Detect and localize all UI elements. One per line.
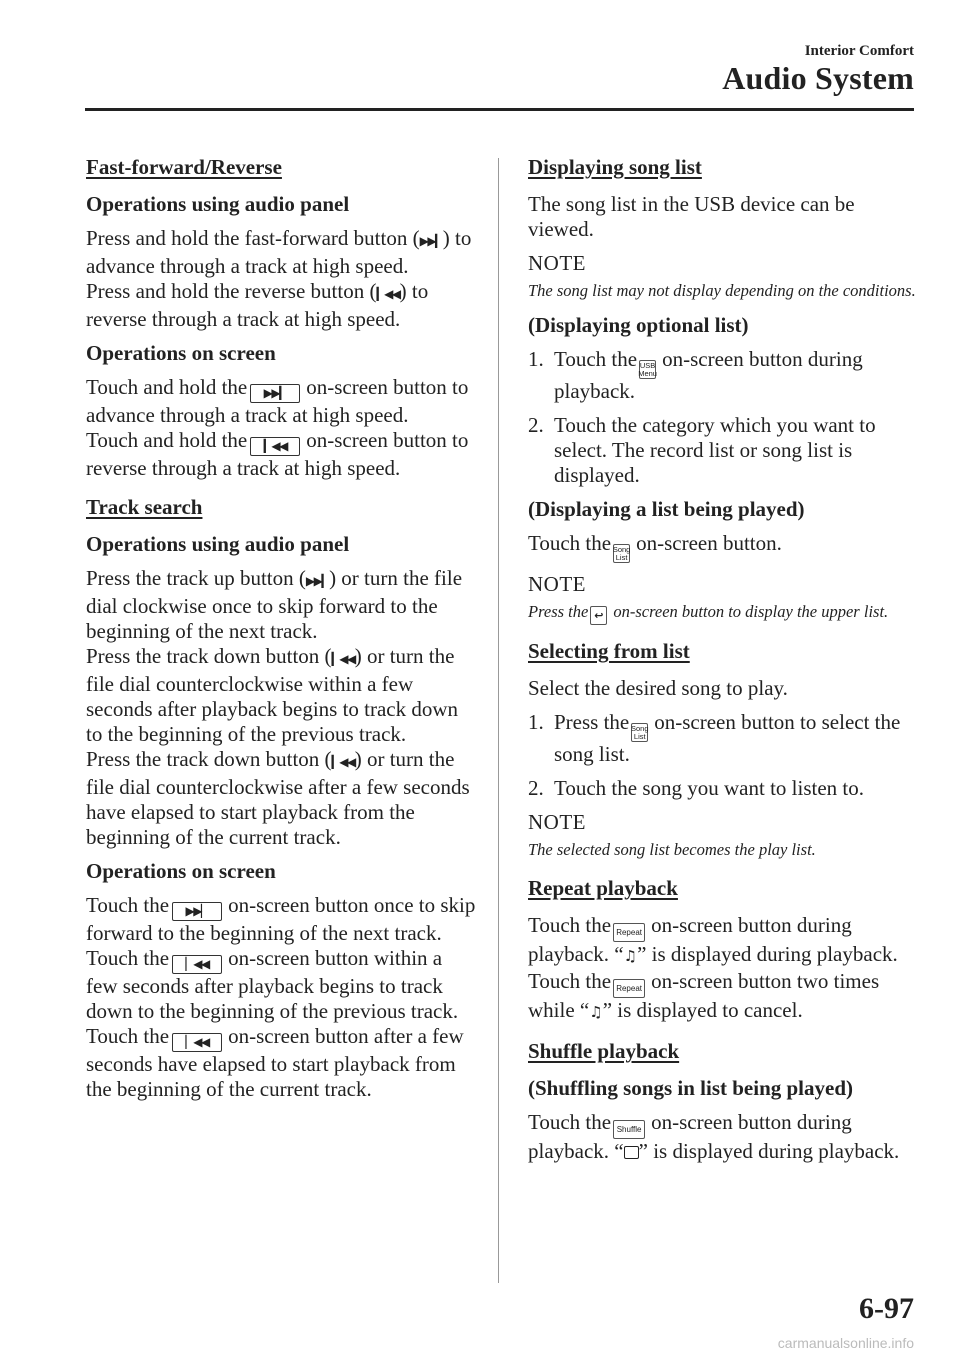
steps-list	[528, 710, 918, 801]
previous-track-button[interactable]	[172, 955, 222, 974]
note-heading: NOTE	[528, 251, 586, 275]
song-list-button[interactable]: Song List	[612, 545, 631, 562]
paragraph: Select the desired song to play.	[528, 676, 788, 701]
note-heading: NOTE	[528, 810, 586, 835]
paragraph: The song list in the USB device can be viewed.	[528, 192, 855, 241]
subheading-on-screen: Operations on screen	[86, 859, 276, 883]
paragraph: Touch the Shuffle on-screen button during playback. “ ” is displayed during playback.	[528, 1110, 900, 1164]
subheading-list-being-played: (Displaying a list being played)	[528, 497, 805, 521]
note-text: Press the ↩ on-screen button to display the upper list.	[528, 599, 918, 625]
subheading-audio-panel: Operations using audio panel	[86, 532, 350, 556]
note-text: The song list may not display depending on the conditions.	[528, 281, 916, 300]
left-column	[86, 155, 476, 1111]
paragraph: Touch and hold the ▶▶▎ on-screen button to advance through a track at high speed. Touch and hold the ▎◀◀ on-screen button to reverse through a track at high speed.	[86, 375, 469, 480]
music-note-icon: ♫	[589, 1003, 603, 1022]
paragraph: Press the track up button (▶▶▎) or turn the file dial clockwise once to skip forward to the beginning of the next track. Press the track down button (▎◀◀) or turn the file dial counterclockwise within a few seconds after playback begins to track down to the beginning of the previous track. Press the track down button (▎◀◀) or turn the file dial counterclockwise after a few seconds have elapsed to start playback from the beginning of the current track.	[86, 566, 470, 849]
list-item: 1. Press the Song List on-screen button to select the song list.	[528, 710, 901, 767]
paragraph: Touch the ▶▶▏ on-screen button once to skip forward to the beginning of the next track. Touch the ▏◀◀ on-screen button within a few seconds after playback begins to track down to the beginning of the previous track. Touch the ▏◀◀ on-screen button after a few seconds have elapsed to start playback from the beginning of the current track.	[86, 893, 476, 1101]
section-title-track-search: Track search	[86, 495, 203, 519]
note-text: The selected song list becomes the play list.	[528, 840, 816, 860]
previous-track-button[interactable]	[172, 1033, 222, 1052]
music-note-icon: ♫	[623, 947, 638, 966]
page-title: Audio System	[722, 60, 914, 96]
reverse-icon: ▎◀◀	[376, 287, 400, 301]
subheading-shuffle-list: (Shuffling songs in list being played)	[528, 1076, 854, 1101]
header-rule	[85, 108, 914, 111]
list-item: 2. Touch the song you want to listen to.	[528, 776, 864, 801]
header-category: Interior Comfort	[804, 43, 914, 59]
list-item: 2. Touch the category which you want to select. The record list or song list is displayed.	[528, 413, 876, 487]
fast-forward-icon: ▶▶▎	[263, 386, 287, 400]
next-track-icon: ▶▶▏	[185, 904, 209, 918]
folder-icon	[624, 1146, 639, 1159]
watermark: carmanualsonline.info	[777, 1335, 914, 1351]
section-title-repeat-playback: Repeat playback	[528, 876, 678, 901]
fast-forward-button[interactable]	[250, 384, 300, 403]
section-title-shuffle-playback: Shuffle playback	[528, 1039, 680, 1064]
steps-list	[528, 347, 918, 488]
section-title-fast-forward: Fast-forward/Reverse	[86, 155, 282, 179]
track-up-icon: ▶▶▎	[305, 574, 330, 588]
repeat-button[interactable]: Repeat	[613, 979, 645, 998]
repeat-button[interactable]: Repeat	[613, 923, 645, 942]
fast-forward-icon: ▶▶▎	[419, 234, 443, 248]
usb-menu-button[interactable]: USB Menu	[638, 361, 657, 378]
track-down-icon: ▎◀◀	[331, 755, 355, 769]
reverse-icon: ▎◀◀	[263, 439, 287, 453]
song-list-button[interactable]: Song List	[630, 724, 649, 741]
section-title-selecting-from-list: Selecting from list	[528, 639, 690, 664]
list-item: 1. Touch the USB Menu on-screen button during playback.	[528, 347, 863, 403]
back-button[interactable]	[590, 606, 607, 625]
column-divider	[498, 158, 499, 1283]
subheading-audio-panel: Operations using audio panel	[86, 192, 350, 216]
track-down-icon: ▎◀◀	[331, 652, 355, 666]
shuffle-button[interactable]: Shuffle	[613, 1120, 645, 1139]
subheading-on-screen: Operations on screen	[86, 341, 276, 365]
previous-track-icon: ▏◀◀	[185, 1035, 209, 1049]
previous-track-icon: ▏◀◀	[185, 957, 209, 971]
note-heading: NOTE	[528, 572, 586, 596]
back-icon: ↩	[594, 609, 604, 622]
next-track-button[interactable]	[172, 902, 222, 921]
section-title-displaying-song-list: Displaying song list	[528, 155, 702, 179]
right-column	[528, 155, 918, 1173]
subheading-optional-list: (Displaying optional list)	[528, 313, 749, 337]
paragraph: Press and hold the fast-forward button (▶▶▎) to advance through a track at high speed. Press and hold the reverse button (▎◀◀) to reverse through a track at high speed.	[86, 226, 472, 331]
paragraph: Touch the Repeat on-screen button during playback. “♫” is displayed during playback. Touch the Repeat on-screen button two times while “♫” is displayed to cancel.	[528, 913, 898, 1023]
paragraph: Touch the Song List on-screen button.	[528, 531, 782, 562]
page-number: 6-97	[859, 1292, 914, 1325]
reverse-button[interactable]	[250, 437, 300, 456]
